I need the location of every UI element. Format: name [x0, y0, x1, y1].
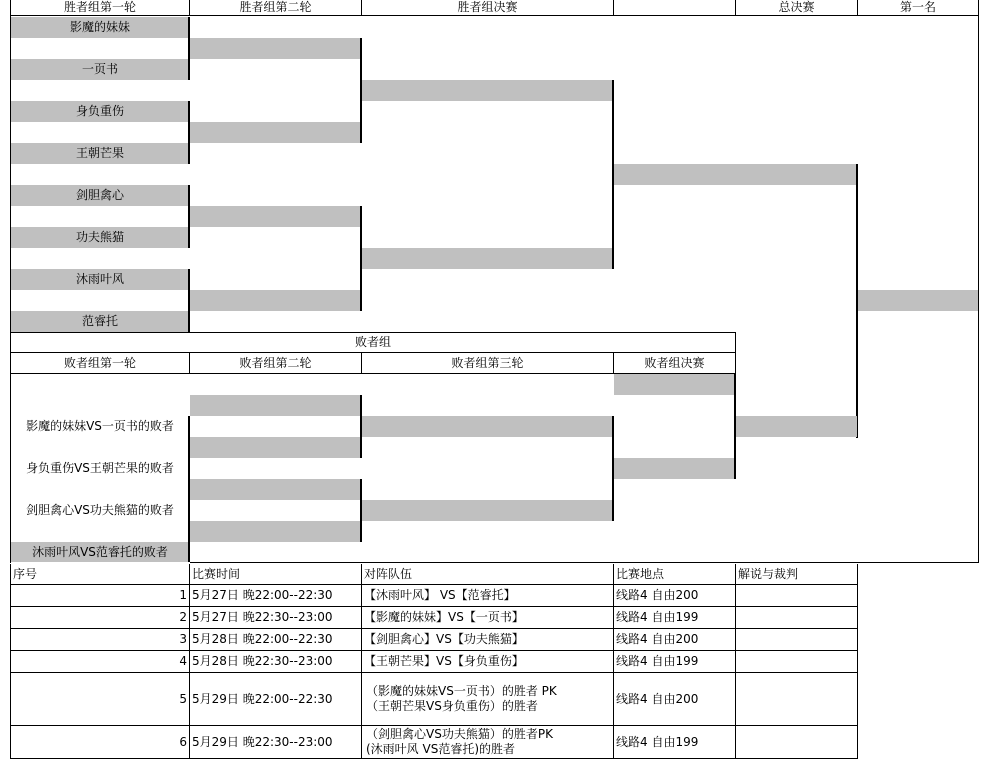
- row-match: 【沐雨叶风】 VS【范睿托】: [362, 585, 614, 607]
- row-time: 5月28日 晚22:30--23:00: [190, 651, 362, 673]
- loser-entry-4: 沐雨叶风VS范睿托的败者: [32, 545, 168, 559]
- row-time: 5月27日 晚22:30--23:00: [190, 607, 362, 629]
- team-label-8: 范睿托: [81, 314, 118, 328]
- winner-slot: [190, 290, 361, 311]
- row-ref: [736, 651, 858, 673]
- row-match: 【影魔的妹妹】VS【一页书】: [362, 607, 614, 629]
- match-line-1: （剑胆禽心VS功夫熊猫）的胜者PK: [366, 727, 553, 741]
- header-losers-r3: 败者组第三轮: [362, 353, 614, 374]
- row-time: 5月28日 晚22:00--22:30: [190, 629, 362, 651]
- row-venue: 线路4 自由199: [614, 607, 736, 629]
- header-winners-r2: 胜者组第二轮: [190, 0, 362, 16]
- loser-slot: [190, 521, 361, 542]
- header-champion: 第一名: [858, 0, 979, 16]
- loser-slot: [190, 479, 361, 500]
- header-losers-r1: 败者组第一轮: [10, 353, 190, 374]
- row-time: 5月29日 晚22:30--23:00: [190, 726, 362, 759]
- loser-entry-2: 身负重伤VS王朝芒果的败者: [26, 461, 174, 475]
- row-no: 6: [10, 726, 190, 759]
- row-no: 5: [10, 673, 190, 726]
- team-label-6: 功夫熊猫: [75, 230, 124, 244]
- row-venue: 线路4 自由200: [614, 673, 736, 726]
- winner-slot: [190, 38, 361, 59]
- frame-right: [978, 16, 979, 563]
- row-time: 5月27日 晚22:00--22:30: [190, 585, 362, 607]
- loser-slot: [614, 458, 735, 479]
- loser-slot: [190, 395, 361, 416]
- row-ref: [736, 726, 858, 759]
- row-no: 2: [10, 607, 190, 629]
- col-header-match: 对阵队伍: [362, 564, 614, 585]
- header-losers-final: 败者组决赛: [614, 353, 736, 374]
- winner-slot: [362, 248, 613, 269]
- row-venue: 线路4 自由200: [614, 585, 736, 607]
- row-ref: [736, 585, 858, 607]
- loser-slot: [362, 500, 613, 521]
- col-header-venue: 比赛地点: [614, 564, 736, 585]
- match-line-2: （王朝芒果VS身负重伤）的胜者: [366, 699, 538, 713]
- team-label-1: 影魔的妹妹: [69, 20, 130, 34]
- match-line-2: (沐雨叶风 VS范睿托)的胜者: [366, 742, 516, 756]
- team-label-3: 身负重伤: [75, 104, 124, 118]
- row-no: 1: [10, 585, 190, 607]
- match-line-1: （影魔的妹妹VS一页书）的胜者 PK: [366, 684, 557, 698]
- row-match: [362, 726, 614, 759]
- row-venue: 线路4 自由200: [614, 629, 736, 651]
- loser-slot: [614, 374, 735, 395]
- header-winners-r1: 胜者组第一轮: [10, 0, 190, 16]
- row-no: 3: [10, 629, 190, 651]
- col-header-time: 比赛时间: [190, 564, 362, 585]
- row-match: [362, 673, 614, 726]
- loser-slot: [362, 416, 613, 437]
- row-no: 4: [10, 651, 190, 673]
- row-match: 【王朝芒果】VS【身负重伤】: [362, 651, 614, 673]
- team-label-4: 王朝芒果: [75, 146, 124, 160]
- winners-champion-slot: [614, 164, 857, 185]
- header-winners-final: 胜者组决赛: [362, 0, 614, 16]
- frame-bottom: [190, 562, 979, 563]
- header-losers-r2: 败者组第二轮: [190, 353, 362, 374]
- loser-entry-1: 影魔的妹妹VS一页书的败者: [26, 419, 174, 433]
- row-ref: [736, 673, 858, 726]
- header-empty: [614, 0, 736, 16]
- team-label-2: 一页书: [81, 62, 118, 76]
- row-time: 5月29日 晚22:00--22:30: [190, 673, 362, 726]
- row-match: 【剑胆禽心】VS【功夫熊猫】: [362, 629, 614, 651]
- winner-slot: [190, 206, 361, 227]
- team-label-7: 沐雨叶风: [75, 272, 124, 286]
- winner-slot: [362, 80, 613, 101]
- losers-champion-slot: [736, 416, 857, 437]
- header-grand-final: 总决赛: [736, 0, 858, 16]
- row-ref: [736, 607, 858, 629]
- loser-slot: [190, 437, 361, 458]
- col-header-ref: 解说与裁判: [736, 564, 858, 585]
- row-ref: [736, 629, 858, 651]
- champion-slot: [858, 290, 978, 311]
- col-header-no: 序号: [10, 564, 190, 585]
- row-venue: 线路4 自由199: [614, 651, 736, 673]
- winner-slot: [190, 122, 361, 143]
- losers-title: 败者组: [10, 332, 736, 353]
- team-label-5: 剑胆禽心: [75, 188, 124, 202]
- loser-entry-3: 剑胆禽心VS功夫熊猫的败者: [26, 503, 174, 517]
- row-venue: 线路4 自由199: [614, 726, 736, 759]
